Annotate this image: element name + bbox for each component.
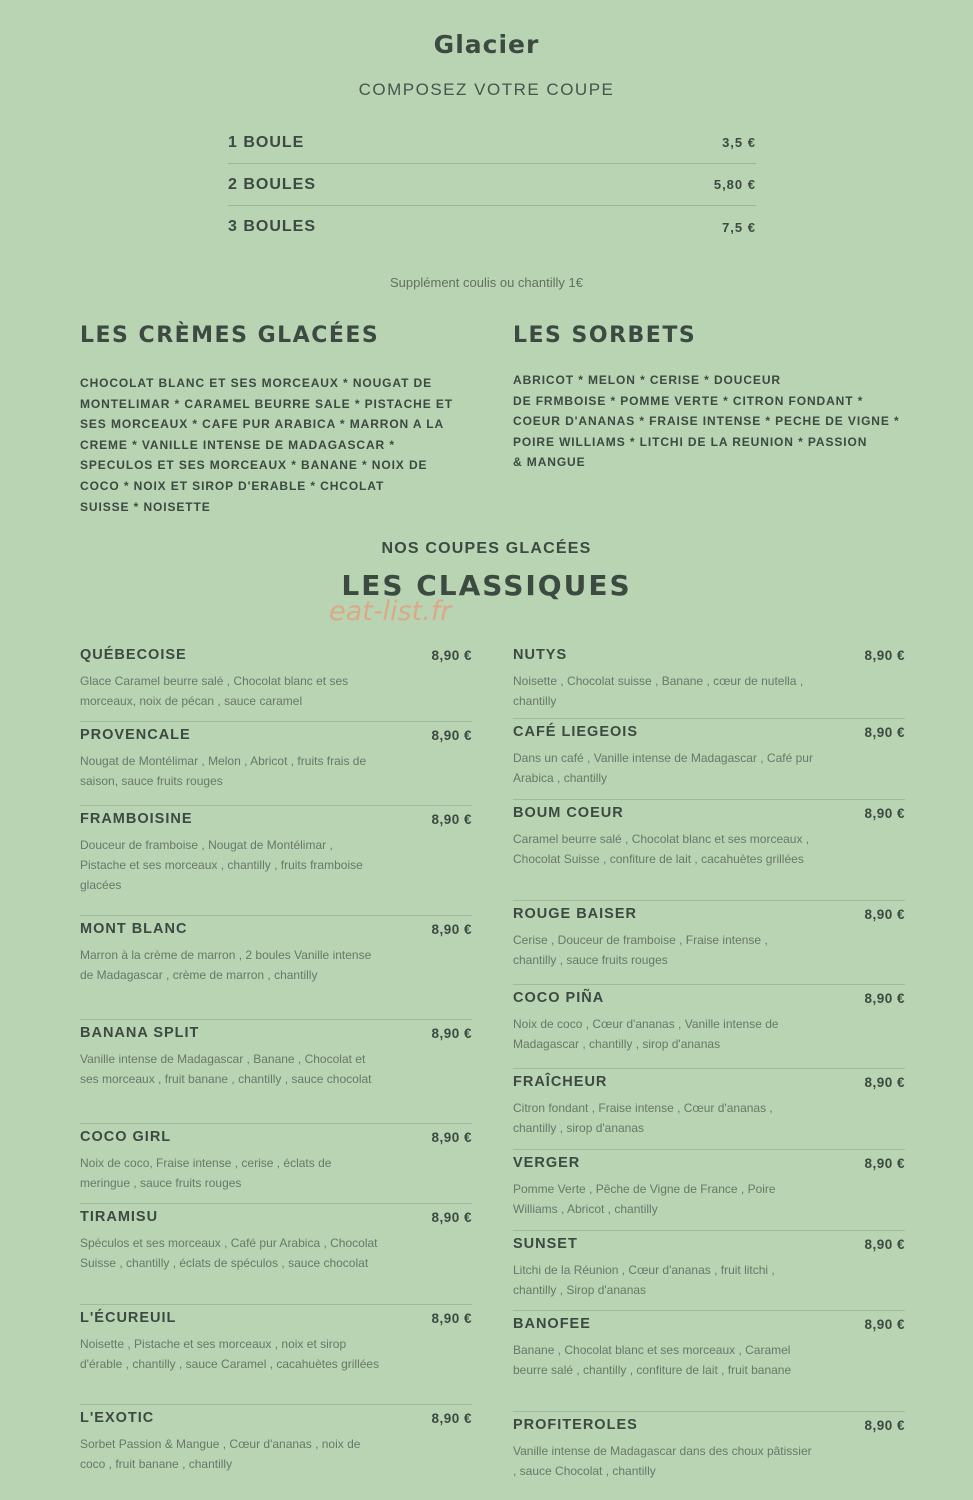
menu-item-description: Banane , Chocolat blanc et ses morceaux , Caramel beurre salé , chantilly , confiture de lait , fruit banane xyxy=(513,1343,792,1377)
menu-item xyxy=(513,1412,905,1482)
menu-item-description: Nougat de Montélimar , Melon , Abricot , fruits frais de saison, sauce fruits rouges xyxy=(80,754,367,788)
menu-item xyxy=(513,901,905,985)
sorbets-flavor-list xyxy=(513,370,913,473)
menu-item-header xyxy=(513,1313,905,1335)
flavor-line: MONTELIMAR * CARAMEL BEURRE SALE * PISTACHE ET xyxy=(80,396,453,411)
flavor-line: DE FRMBOISE * POMME VERTE * CITRON FONDANT * xyxy=(513,393,864,408)
menu-item-header xyxy=(80,1206,472,1228)
flavor-line: CHOCOLAT BLANC ET SES MORCEAUX * NOUGAT DE xyxy=(80,376,433,390)
menu-item-price: 8,90 € xyxy=(864,906,905,922)
menu-item-name: BOUM COEUR xyxy=(513,805,624,821)
menu-item-description: Noisette , Chocolat suisse , Banane , cœur de nutella , chantilly xyxy=(513,674,804,708)
menu-item-description: Litchi de la Réunion , Cœur d'ananas , fruit litchi , chantilly , Sirop d'ananas xyxy=(513,1263,775,1297)
menu-item-name: COCO GIRL xyxy=(80,1129,172,1145)
menu-item xyxy=(80,722,472,806)
menu-item-description: Sorbet Passion & Mangue , Cœur d'ananas , noix de coco , fruit banane , chantilly xyxy=(80,1437,361,1471)
menu-item-name: PROVENCALE xyxy=(80,727,191,743)
menu-item-price: 8,90 € xyxy=(864,1236,905,1252)
menu-item-name: QUÉBECOISE xyxy=(80,647,187,663)
menu-item-name: VERGER xyxy=(513,1155,581,1171)
menu-item-header xyxy=(80,808,472,830)
menu-item-price: 8,90 € xyxy=(431,921,472,937)
coupes-heading: NOS COUPES GLACÉES xyxy=(381,540,592,557)
menu-item-header xyxy=(513,721,905,743)
classiques-title: LES CLASSIQUES xyxy=(341,569,632,602)
menu-item-price: 8,90 € xyxy=(431,1310,472,1326)
menu-item-description: Citron fondant , Fraise intense , Cœur d'ananas , chantilly , sirop d'ananas xyxy=(513,1101,773,1135)
scoop-price: 3,5 € xyxy=(722,135,756,150)
menu-item xyxy=(80,1305,472,1405)
coupes-right-column xyxy=(513,642,905,1482)
menu-item-name: L'ÉCUREUIL xyxy=(80,1310,177,1326)
menu-item xyxy=(80,916,472,1020)
menu-item-description: Caramel beurre salé , Chocolat blanc et ses morceaux , Chocolat Suisse , confiture de lait , cacahuètes grillées xyxy=(513,832,810,866)
flavor-line: SPECULOS ET SES MORCEAUX * BANANE * NOIX DE xyxy=(80,458,428,473)
menu-item-header xyxy=(513,644,905,666)
menu-item xyxy=(80,1405,472,1480)
menu-item-price: 8,90 € xyxy=(864,1316,905,1332)
menu-item-name: ROUGE BAISER xyxy=(513,906,637,922)
menu-item-description: Noisette , Pistache et ses morceaux , noix et sirop d'érable , chantilly , sauce Caramel , cacahuètes grillées xyxy=(80,1337,380,1371)
cremes-flavor-list xyxy=(80,373,480,517)
menu-item xyxy=(513,1311,905,1412)
menu-item-header xyxy=(513,1152,905,1174)
menu-item-description: Noix de coco, Fraise intense , cerise , éclats de meringue , sauce fruits rouges xyxy=(80,1156,332,1190)
flavor-line: SES MORCEAUX * CAFE PUR ARABICA * MARRON A LA xyxy=(80,417,445,432)
menu-item-description: Douceur de framboise , Nougat de Montélimar , Pistache et ses morceaux , chantilly , fruits framboise glacées xyxy=(80,838,363,892)
menu-item-header xyxy=(513,1071,905,1093)
menu-item-name: PROFITEROLES xyxy=(513,1417,638,1433)
menu-item-price: 8,90 € xyxy=(864,1074,905,1090)
scoop-row xyxy=(228,122,756,164)
sorbets-title: LES SORBETS xyxy=(513,323,697,348)
menu-item-header xyxy=(513,1233,905,1255)
menu-item-header xyxy=(80,1407,472,1429)
menu-item-description: Pomme Verte , Pêche de Vigne de France , Poire Williams , Abricot , chantilly xyxy=(513,1182,776,1216)
page-subtitle: COMPOSEZ VOTRE COUPE xyxy=(358,80,615,99)
menu-item-description: Spéculos et ses morceaux , Café pur Arabica , Chocolat Suisse , chantilly , éclats de spéculos , sauce chocolat xyxy=(80,1236,378,1270)
menu-item xyxy=(513,1231,905,1311)
menu-item-header xyxy=(513,987,905,1009)
scoop-label: 1 BOULE xyxy=(228,133,305,151)
menu-item-price: 8,90 € xyxy=(431,1209,472,1225)
menu-item xyxy=(80,806,472,916)
flavor-line: & MANGUE xyxy=(513,455,586,470)
menu-item xyxy=(513,800,905,901)
menu-item-name: CAFÉ LIEGEOIS xyxy=(513,724,638,740)
menu-item xyxy=(80,1204,472,1305)
coupes-left-column xyxy=(80,642,472,1480)
scoop-price-list xyxy=(228,122,756,248)
menu-item-header xyxy=(80,1307,472,1329)
menu-item-price: 8,90 € xyxy=(431,811,472,827)
menu-item-price: 8,90 € xyxy=(864,647,905,663)
menu-item xyxy=(80,1124,472,1204)
menu-item-header xyxy=(513,1414,905,1436)
flavor-line: COEUR D'ANANAS * FRAISE INTENSE * PECHE DE VIGNE * xyxy=(513,414,900,429)
menu-item-price: 8,90 € xyxy=(431,727,472,743)
menu-item-description: Vanille intense de Madagascar dans des choux pâtissier , sauce Chocolat , chantilly xyxy=(513,1444,812,1478)
menu-item-name: FRAÎCHEUR xyxy=(513,1074,608,1090)
cremes-title: LES CRÈMES GLACÉES xyxy=(80,323,380,348)
menu-item-price: 8,90 € xyxy=(431,647,472,663)
menu-item-description: Vanille intense de Madagascar , Banane , Chocolat et ses morceaux , fruit banane , chantilly , sauce chocolat xyxy=(80,1052,372,1086)
flavor-line: COCO * NOIX ET SIROP D'ERABLE * CHCOLAT xyxy=(80,478,385,493)
menu-item-header xyxy=(80,644,472,666)
menu-item-price: 8,90 € xyxy=(431,1025,472,1041)
watermark: eat-list.fr xyxy=(329,596,452,627)
menu-item-header xyxy=(80,1126,472,1148)
menu-item-name: COCO PIÑA xyxy=(513,990,605,1006)
menu-item-description: Cerise , Douceur de framboise , Fraise intense , chantilly , sauce fruits rouges xyxy=(513,933,768,967)
menu-item xyxy=(80,1020,472,1124)
menu-item-description: Marron à la crème de marron , 2 boules Vanille intense de Madagascar , crème de marron , chantilly xyxy=(80,948,372,982)
supplement-note: Supplément coulis ou chantilly 1€ xyxy=(390,275,583,290)
flavor-line: CREME * VANILLE INTENSE DE MADAGASCAR * xyxy=(80,437,395,452)
page-title: Glacier xyxy=(433,30,540,59)
scoop-row xyxy=(228,206,756,248)
menu-item-name: BANOFEE xyxy=(513,1316,591,1332)
menu-item-price: 8,90 € xyxy=(431,1410,472,1426)
scoop-price: 7,5 € xyxy=(722,219,756,235)
menu-item xyxy=(513,1150,905,1231)
menu-item-price: 8,90 € xyxy=(431,1129,472,1145)
menu-item xyxy=(513,1069,905,1150)
flavor-line: ABRICOT * MELON * CERISE * DOUCEUR xyxy=(513,373,781,387)
menu-item-name: MONT BLANC xyxy=(80,921,188,937)
menu-item-price: 8,90 € xyxy=(864,1155,905,1171)
menu-item-name: TIRAMISU xyxy=(80,1209,159,1225)
menu-item-description: Dans un café , Vanille intense de Madagascar , Café pur Arabica , chantilly xyxy=(513,751,813,785)
scoop-label: 3 BOULES xyxy=(228,218,317,235)
scoop-price: 5,80 € xyxy=(713,177,756,192)
menu-item-price: 8,90 € xyxy=(864,805,905,821)
menu-item-name: L'EXOTIC xyxy=(80,1410,155,1426)
menu-item-header xyxy=(80,918,472,940)
menu-item-header xyxy=(513,802,905,824)
menu-item xyxy=(513,719,905,800)
menu-item-name: SUNSET xyxy=(513,1236,578,1252)
scoop-label: 2 BOULES xyxy=(228,175,317,193)
flavor-line: SUISSE * NOISETTE xyxy=(80,499,211,514)
menu-item-price: 8,90 € xyxy=(864,1417,905,1433)
menu-item-header xyxy=(513,903,905,925)
menu-item xyxy=(513,642,905,719)
menu-item xyxy=(80,642,472,722)
menu-item-name: BANANA SPLIT xyxy=(80,1025,200,1041)
menu-item-description: Noix de coco , Cœur d'ananas , Vanille intense de Madagascar , chantilly , sirop d'ananas xyxy=(513,1017,779,1051)
menu-item-description: Glace Caramel beurre salé , Chocolat blanc et ses morceaux, noix de pécan , sauce caramel xyxy=(80,674,349,708)
scoop-row xyxy=(228,164,756,206)
menu-item-name: NUTYS xyxy=(513,647,568,663)
menu-item-price: 8,90 € xyxy=(864,990,905,1006)
menu-item-header xyxy=(80,1022,472,1044)
menu-item xyxy=(513,985,905,1069)
menu-item-name: FRAMBOISINE xyxy=(80,811,193,827)
menu-item-price: 8,90 € xyxy=(864,724,905,740)
menu-item-header xyxy=(80,724,472,746)
flavor-line: POIRE WILLIAMS * LITCHI DE LA REUNION * PASSION xyxy=(513,434,868,449)
